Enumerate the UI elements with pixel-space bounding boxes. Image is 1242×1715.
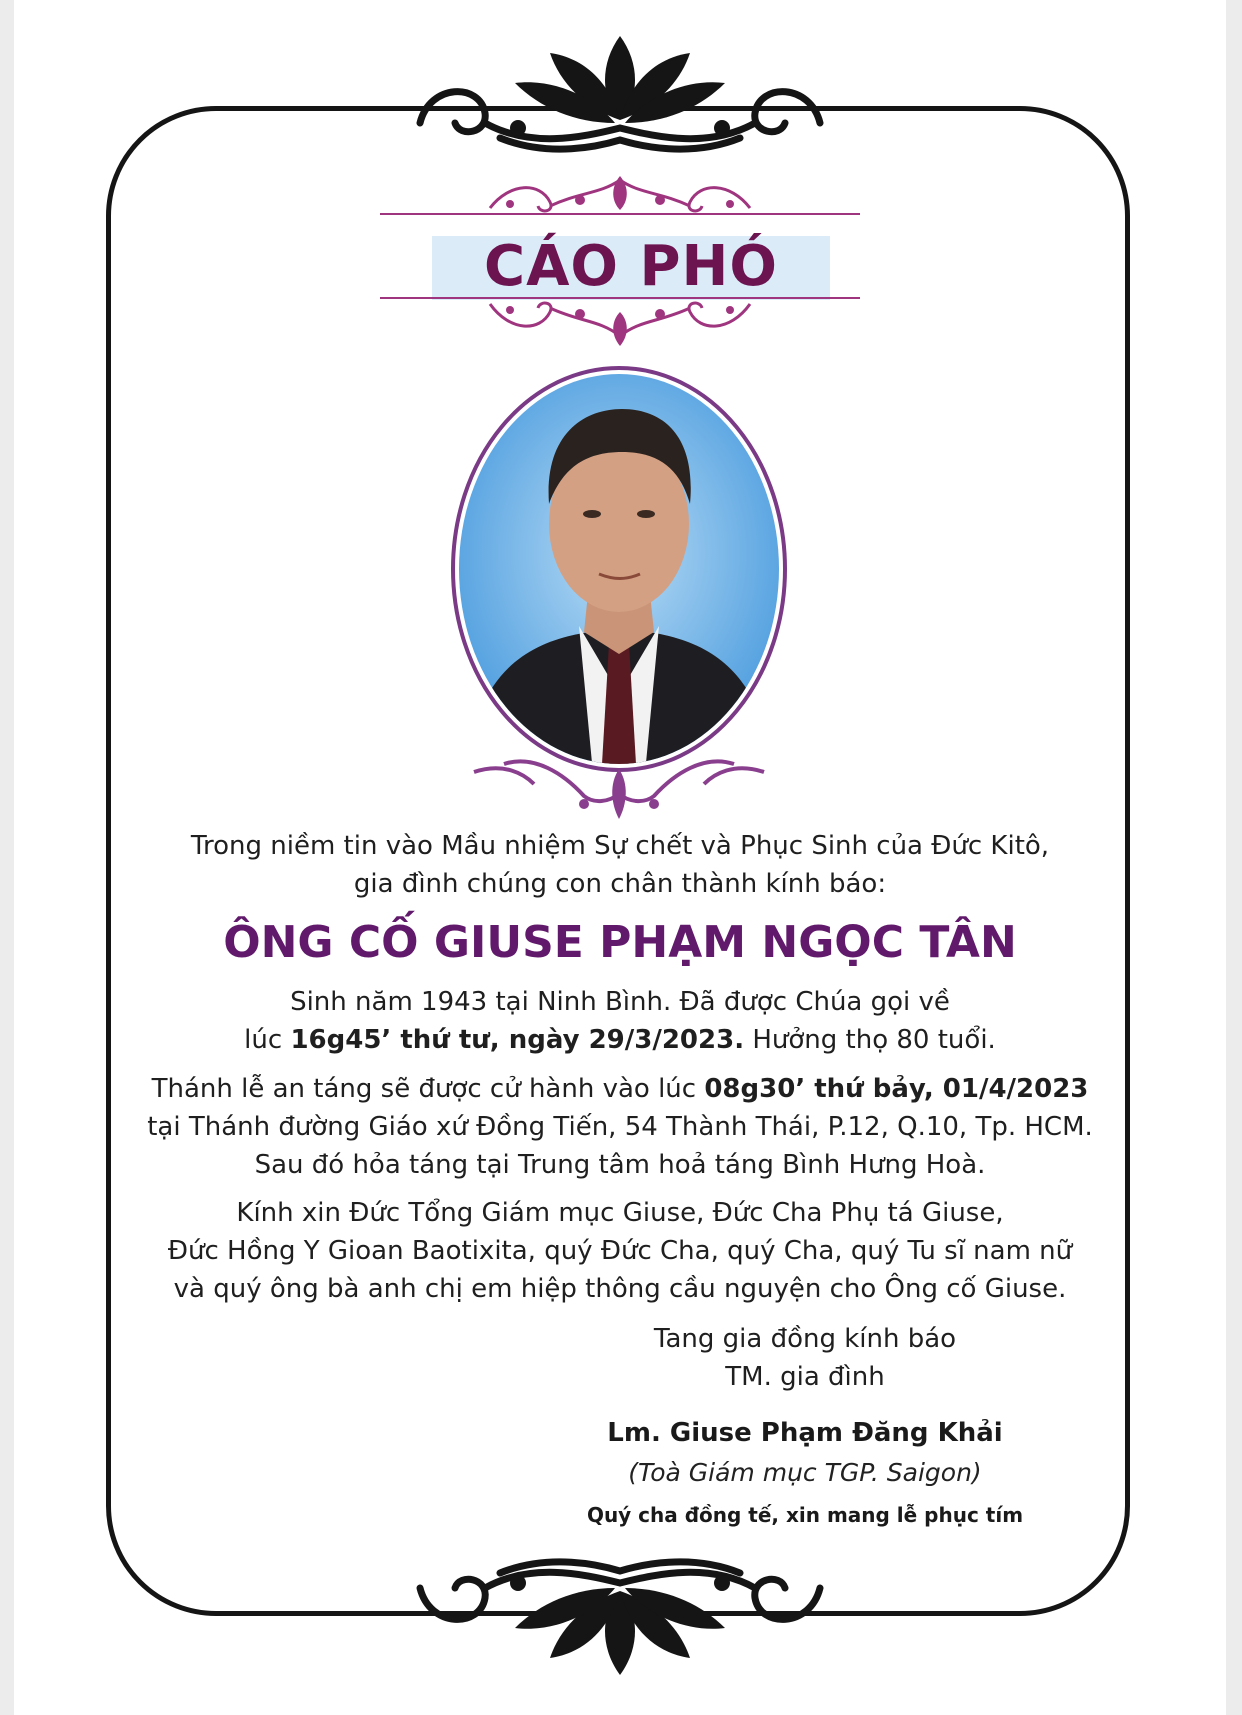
closing-line-1: Tang gia đồng kính báo	[653, 1324, 957, 1354]
intro-line-2: gia đình chúng con chân thành kính báo:	[353, 869, 887, 899]
closing-block	[560, 1320, 1050, 1396]
top-floral-ornament	[400, 28, 840, 158]
birth-line-1: Sinh năm 1943 tại Ninh Bình. Đã được Chúa gọi về	[290, 987, 950, 1017]
mass-line-1	[120, 1070, 1120, 1108]
prayer-line-2: Đức Hồng Y Gioan Baotixita, quý Đức Cha, quý Cha, quý Tu sĩ nam nữ	[167, 1236, 1073, 1266]
closing-line-2: TM. gia đình	[725, 1362, 885, 1392]
mass-line-1-prefix: Thánh lễ an táng sẽ được cử hành vào lúc	[151, 1074, 705, 1104]
vestment-note: Quý cha đồng tế, xin mang lễ phục tím	[586, 1503, 1024, 1527]
funeral-mass-info	[120, 1070, 1120, 1184]
intro-line-1: Trong niềm tin vào Mầu nhiệm Sự chết và Phục Sinh của Đức Kitô,	[190, 831, 1050, 861]
death-datetime: 16g45’ thứ tư, ngày 29/3/2023.	[290, 1025, 745, 1055]
title-decoration-top	[380, 172, 860, 220]
portrait-photo	[444, 364, 794, 824]
mass-datetime: 08g30’ thứ bảy, 01/4/2023	[704, 1074, 1089, 1104]
intro-text	[120, 827, 1120, 903]
birth-line-2-suffix: Hưởng thọ 80 tuổi.	[744, 1025, 996, 1055]
bottom-floral-ornament	[400, 1553, 840, 1683]
deceased-name: ÔNG CỐ GIUSE PHẠM NGỌC TÂN	[223, 917, 1017, 968]
signer-name: Lm. Giuse Phạm Đăng Khải	[607, 1418, 1003, 1448]
mass-line-2: tại Thánh đường Giáo xứ Đồng Tiến, 54 Thành Thái, P.12, Q.10, Tp. HCM.	[147, 1112, 1093, 1142]
prayer-line-3: và quý ông bà anh chị em hiệp thông cầu nguyện cho Ông cố Giuse.	[173, 1274, 1067, 1304]
page-title: CÁO PHÓ	[483, 234, 779, 299]
title-decoration-bottom	[380, 292, 860, 350]
birth-line-2-prefix: lúc	[244, 1025, 291, 1055]
signer-office: (Toà Giám mục TGP. Saigon)	[628, 1458, 982, 1487]
prayer-request	[120, 1194, 1120, 1308]
birth-death-info	[120, 983, 1120, 1059]
mass-line-3: Sau đó hỏa táng tại Trung tâm hoả táng Bình Hưng Hoà.	[254, 1150, 986, 1180]
prayer-line-1: Kính xin Đức Tổng Giám mục Giuse, Đức Cha Phụ tá Giuse,	[236, 1198, 1004, 1228]
birth-line-2	[120, 1021, 1120, 1059]
